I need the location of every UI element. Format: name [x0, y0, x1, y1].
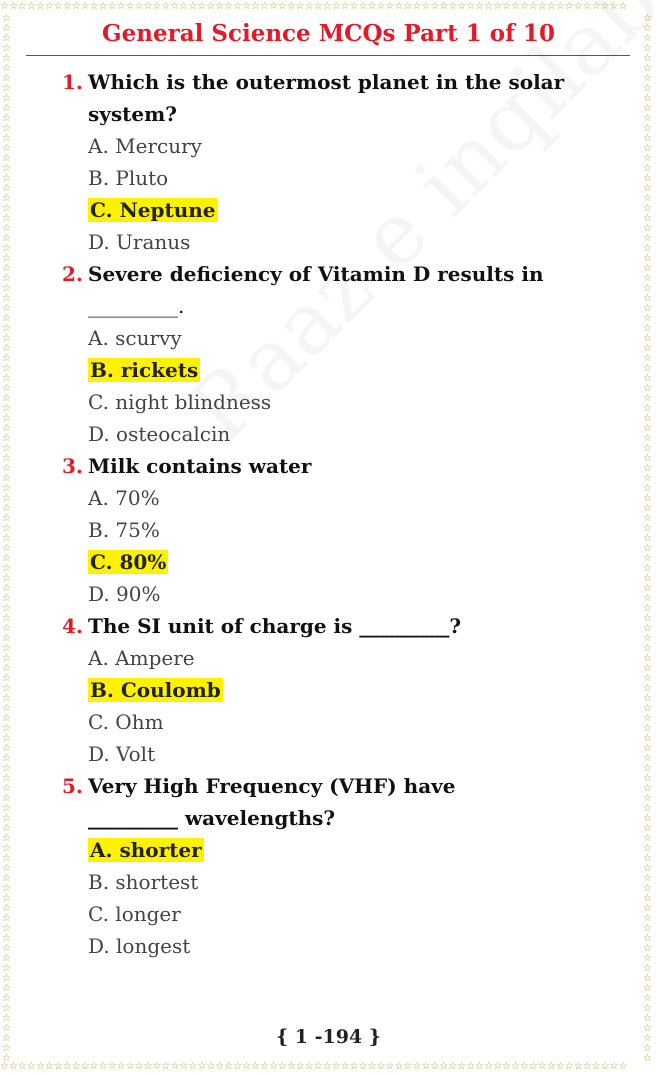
option-b: B. shortest	[88, 870, 199, 894]
star-border-top: ☆☆☆☆☆☆☆☆☆☆☆☆☆☆☆☆☆☆☆☆☆☆☆☆☆☆☆☆☆☆☆☆☆☆☆☆☆☆☆☆☆☆☆☆☆☆☆☆☆☆☆☆☆☆☆☆☆☆☆☆☆☆☆☆☆☆☆☆☆☆	[0, 2, 628, 12]
question-text: The SI unit of charge is _________?	[88, 614, 462, 638]
option-b: B. 75%	[88, 518, 160, 542]
question-number: 2.	[62, 262, 83, 286]
option-b-correct: B. rickets	[90, 358, 199, 382]
page-title: General Science MCQs Part 1 of 10	[101, 20, 556, 47]
page-number: { 1 -194 }	[275, 1026, 382, 1048]
option-b-correct: B. Coulomb	[90, 678, 221, 702]
question-text: Very High Frequency (VHF) have _________ wavelengths?	[88, 774, 456, 830]
option-c: C. Ohm	[88, 710, 164, 734]
answer-blank: _________.	[88, 294, 185, 318]
option-c: C. longer	[88, 902, 181, 926]
question-3	[62, 450, 622, 610]
question-text: Milk contains water	[88, 454, 312, 478]
option-d: D. Volt	[88, 742, 156, 766]
option-a: A. Mercury	[88, 134, 202, 158]
option-d: D. osteocalcin	[88, 422, 231, 446]
option-d: D. Uranus	[88, 230, 191, 254]
option-d: D. longest	[88, 934, 191, 958]
question-2	[62, 258, 622, 450]
question-text: Severe deficiency of Vitamin D results in	[88, 262, 544, 286]
option-c-correct: C. 80%	[90, 550, 167, 574]
option-c-correct: C. Neptune	[90, 198, 216, 222]
option-a: A. 70%	[88, 486, 160, 510]
question-number: 1.	[62, 70, 83, 94]
question-number: 3.	[62, 454, 83, 478]
question-number: 4.	[62, 614, 83, 638]
question-5	[62, 770, 622, 962]
question-4	[62, 610, 622, 770]
question-list	[62, 66, 622, 962]
question-1	[62, 66, 622, 258]
option-d: D. 90%	[88, 582, 161, 606]
star-border-left: ☆☆☆☆☆☆☆☆☆☆☆☆☆☆☆☆☆☆☆☆☆☆☆☆☆☆☆☆☆☆☆☆☆☆☆☆☆☆☆☆☆☆☆☆☆☆☆☆☆☆☆☆☆☆☆☆☆☆☆☆☆☆☆☆☆☆☆☆☆☆☆☆☆☆☆☆☆☆☆☆☆☆☆☆☆☆☆☆☆☆☆☆☆☆☆☆☆☆☆☆☆☆☆☆☆	[2, 14, 11, 1062]
option-b: B. Pluto	[88, 166, 169, 190]
question-number: 5.	[62, 774, 83, 798]
option-a: A. Ampere	[88, 646, 195, 670]
star-border-bottom: ☆☆☆☆☆☆☆☆☆☆☆☆☆☆☆☆☆☆☆☆☆☆☆☆☆☆☆☆☆☆☆☆☆☆☆☆☆☆☆☆☆☆☆☆☆☆☆☆☆☆☆☆☆☆☆☆☆☆☆☆☆☆☆☆☆☆☆☆☆☆	[0, 1062, 628, 1072]
option-c: C. night blindness	[88, 390, 272, 414]
option-a-correct: A. shorter	[90, 838, 202, 862]
star-border-right: ☆☆☆☆☆☆☆☆☆☆☆☆☆☆☆☆☆☆☆☆☆☆☆☆☆☆☆☆☆☆☆☆☆☆☆☆☆☆☆☆☆☆☆☆☆☆☆☆☆☆☆☆☆☆☆☆☆☆☆☆☆☆☆☆☆☆☆☆☆☆☆☆☆☆☆☆☆☆☆☆☆☆☆☆☆☆☆☆☆☆☆☆☆☆☆☆☆☆☆☆☆☆☆☆☆	[643, 14, 652, 1062]
option-a: A. scurvy	[88, 326, 182, 350]
title-divider	[26, 55, 630, 56]
question-text: Which is the outermost planet in the solar system?	[88, 70, 565, 126]
